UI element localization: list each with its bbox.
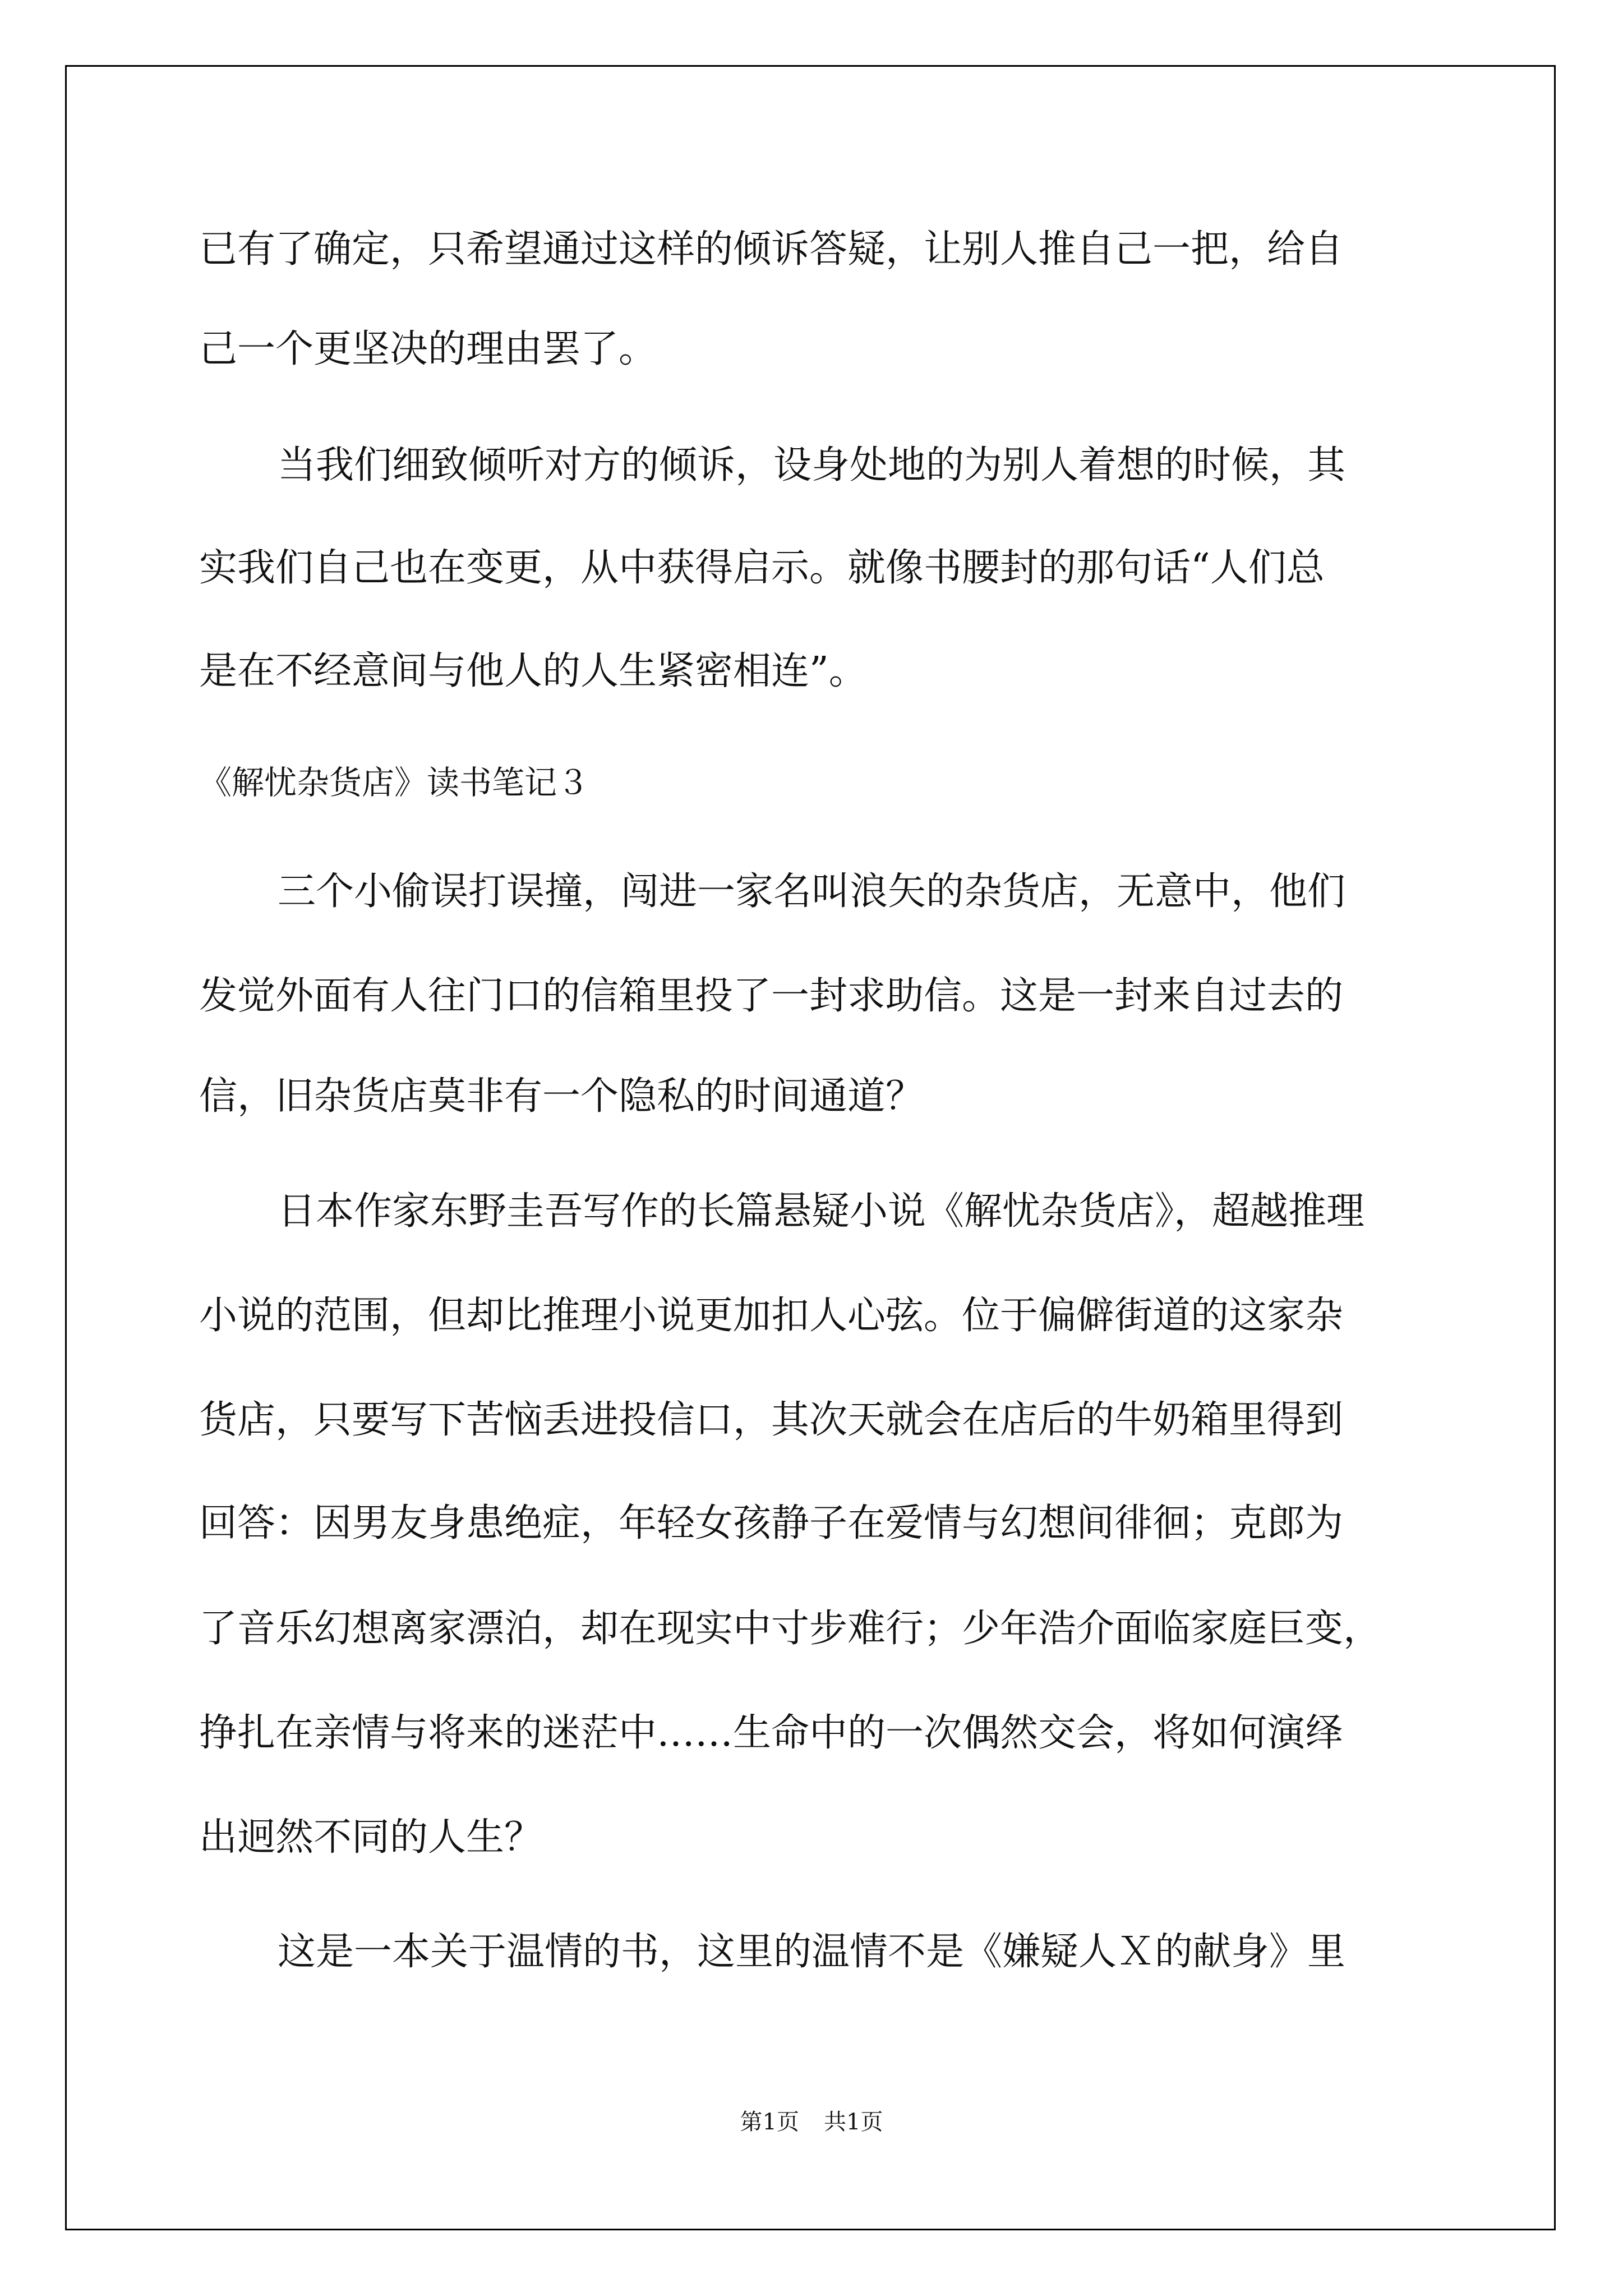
- paragraph-line: 这是一本关于温情的书，这里的温情不是《嫌疑人Ｘ的献身》里: [278, 1930, 1346, 1974]
- section-heading: 《解忧杂货店》读书笔记３: [199, 763, 590, 802]
- paragraph-line: 信，旧杂货店莫非有一个隐私的时间通道？: [199, 1074, 924, 1119]
- paragraph-line: 出迥然不同的人生？: [199, 1815, 543, 1860]
- paragraph-line: 小说的范围，但却比推理小说更加扣人心弦。位于偏僻街道的这家杂: [199, 1294, 1344, 1338]
- paragraph-line: 三个小偷误打误撞，闯进一家名叫浪矢的杂货店，无意中，他们: [278, 869, 1346, 914]
- paragraph-line: 发觉外面有人往门口的信箱里投了一封求助信。这是一封来自过去的: [199, 974, 1344, 1018]
- page-total: 共1页: [824, 2109, 883, 2135]
- paragraph-line: 货店，只要写下苦恼丢进投信口，其次天就会在店后的牛奶箱里得到: [199, 1398, 1344, 1442]
- page-footer: [0, 2108, 1623, 2136]
- paragraph-line: 了音乐幻想离家漂泊，却在现实中寸步难行；少年浩介面临家庭巨变，: [199, 1607, 1382, 1651]
- page-number: 第1页: [740, 2109, 799, 2135]
- page-border: [65, 65, 1556, 2230]
- paragraph-line: 已有了确定，只希望通过这样的倾诉答疑，让别人推自己一把，给自: [199, 227, 1344, 272]
- paragraph-line: 实我们自己也在变更，从中获得启示。就像书腰封的那句话“人们总: [199, 546, 1325, 590]
- paragraph-line: 当我们细致倾听对方的倾诉，设身处地的为别人着想的时候，其: [278, 443, 1346, 487]
- paragraph-line: 回答：因男友身患绝症，年轻女孩静子在爱情与幻想间徘徊；克郎为: [199, 1501, 1344, 1545]
- paragraph-line: 是在不经意间与他人的人生紧密相连”。: [199, 649, 867, 693]
- paragraph-line: 己一个更坚决的理由罢了。: [199, 327, 657, 371]
- paragraph-line: 日本作家东野圭吾写作的长篇悬疑小说《解忧杂货店》，超越推理: [278, 1189, 1365, 1234]
- paragraph-line: 挣扎在亲情与将来的迷茫中……生命中的一次偶然交会，将如何演绎: [199, 1711, 1344, 1755]
